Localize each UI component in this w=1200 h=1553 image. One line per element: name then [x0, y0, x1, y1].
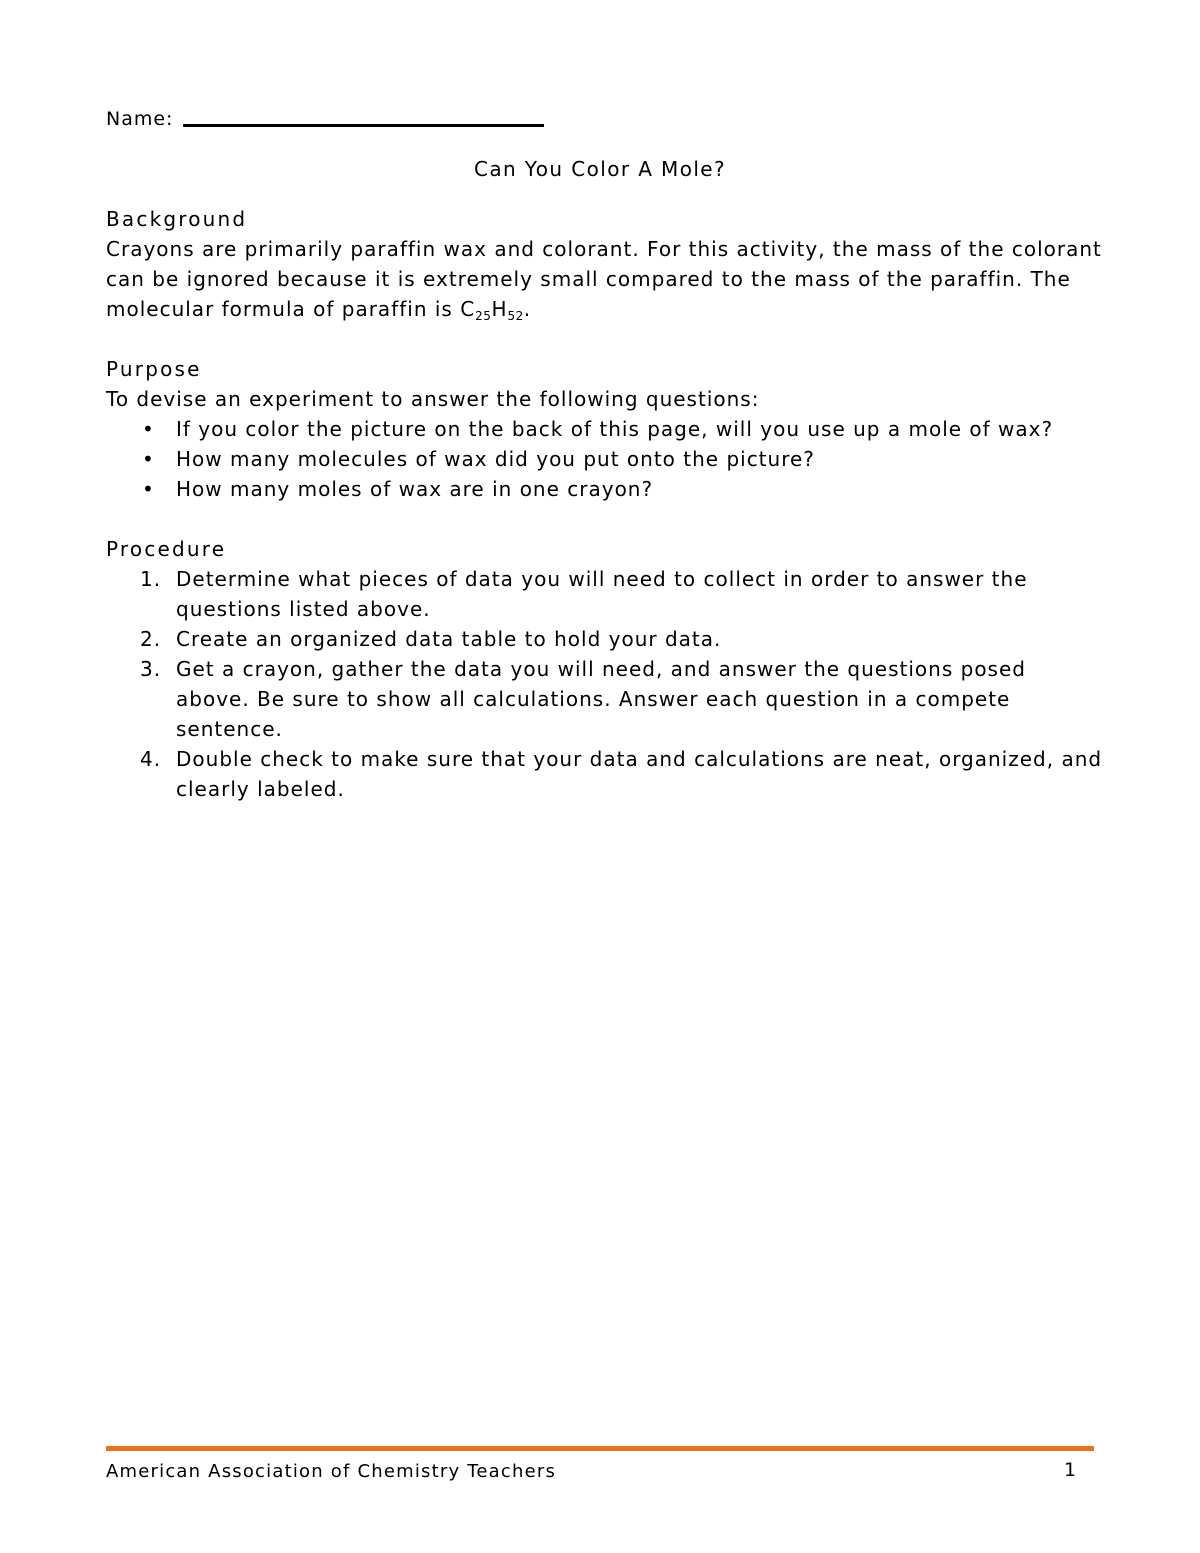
step-text: Get a crayon, gather the data you will need, and answer the questions posed above. Be sure to show all calculations. Answer each question in a compete sentence. [176, 657, 1026, 741]
formula-hydrogen-count: 52 [507, 309, 524, 323]
bullet-icon: • [142, 447, 155, 471]
name-field-row [106, 108, 544, 130]
bullet-icon: • [142, 477, 155, 501]
purpose-intro: To devise an experiment to answer the following questions: [106, 387, 760, 411]
page-number: 1 [1064, 1459, 1077, 1481]
step-text: Create an organized data table to hold your data. [176, 627, 722, 651]
purpose-heading: Purpose [106, 357, 202, 381]
background-text-end: . [523, 297, 532, 321]
step-number: 3. [140, 657, 162, 681]
background-heading: Background [106, 207, 248, 231]
page-title: Can You Color A Mole? [473, 157, 727, 181]
name-label: Name: [106, 108, 174, 130]
footer-organization: American Association of Chemistry Teachers [106, 1461, 557, 1482]
question-text: How many molecules of wax did you put onto the picture? [176, 447, 815, 471]
step-number: 4. [140, 747, 162, 771]
procedure-step-list [106, 564, 1106, 804]
list-item [106, 654, 1106, 744]
step-text: Determine what pieces of data you will need to collect in order to answer the questions listed above. [176, 567, 1028, 621]
formula-carbon: C [460, 297, 476, 321]
bullet-icon: • [142, 417, 155, 441]
list-item [106, 624, 1106, 654]
question-text: If you color the picture on the back of this page, will you use up a mole of wax? [176, 417, 1054, 441]
list-item [106, 444, 1106, 474]
list-item [106, 474, 1106, 504]
formula-carbon-count: 25 [475, 309, 492, 323]
name-blank-line [183, 124, 544, 127]
formula-hydrogen: H [491, 297, 508, 321]
question-text: How many moles of wax are in one crayon? [176, 477, 654, 501]
list-item [106, 744, 1106, 804]
list-item [106, 564, 1106, 624]
procedure-heading: Procedure [106, 537, 227, 561]
list-item [106, 414, 1106, 444]
step-number: 2. [140, 627, 162, 651]
purpose-question-list [106, 414, 1106, 504]
paraffin-formula [460, 297, 524, 321]
footer-divider [106, 1446, 1094, 1451]
worksheet-body [106, 204, 1106, 804]
background-paragraph [106, 234, 1106, 324]
step-number: 1. [140, 567, 162, 591]
step-text: Double check to make sure that your data and calculations are neat, organized, and clearly labeled. [176, 747, 1103, 801]
background-text: Crayons are primarily paraffin wax and colorant. For this activity, the mass of the colorant can be ignored because it is extremely small compared to the mass of the paraffin. The molecular formula of paraffin is [106, 237, 1102, 321]
